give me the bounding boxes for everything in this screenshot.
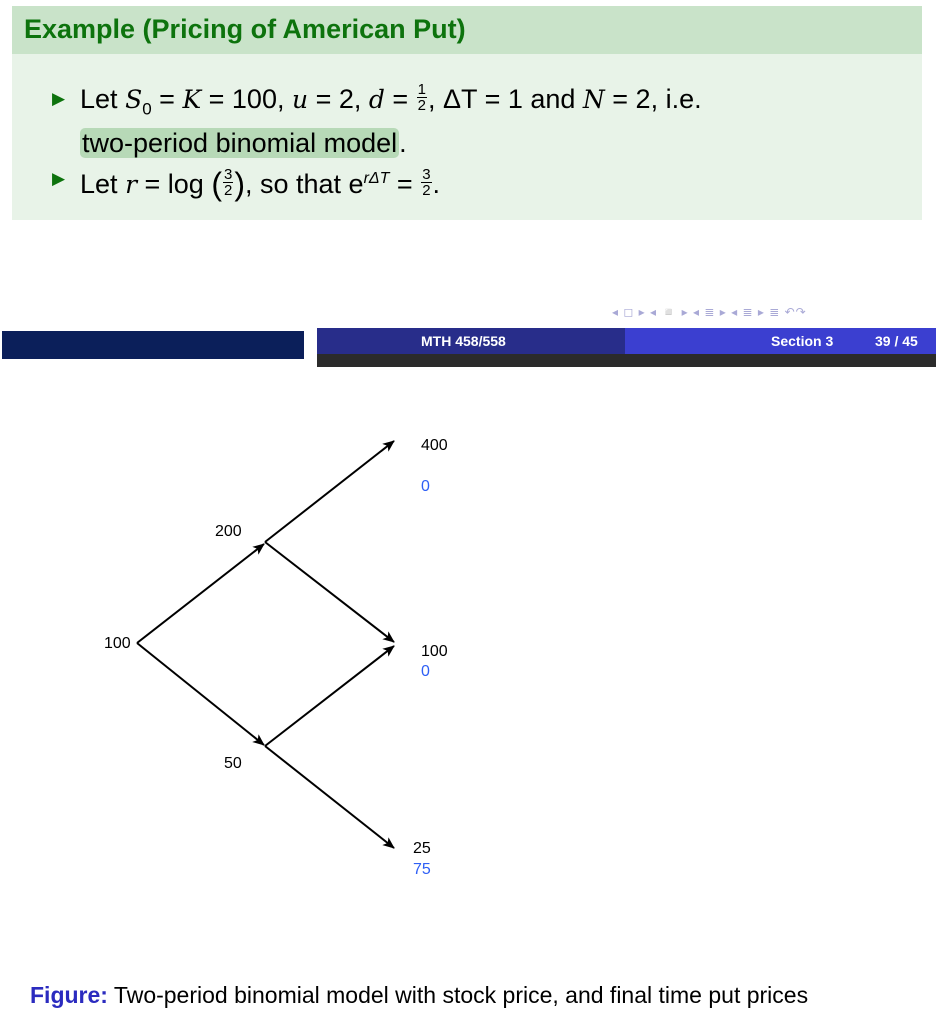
highlighted-phrase: two-period binomial model xyxy=(82,128,398,159)
footer-left-bar xyxy=(2,331,304,359)
node-ud-put: 0 xyxy=(421,663,430,680)
node-uu-price: 400 xyxy=(421,437,448,454)
footer-page-number: 39 / 45 xyxy=(875,333,918,349)
figure-label: Figure: xyxy=(30,982,108,1008)
footer-course: MTH 458/558 xyxy=(421,333,506,349)
node-dd-price: 25 xyxy=(413,840,431,857)
example-block xyxy=(12,6,922,220)
edge-up-mid xyxy=(265,542,394,642)
beamer-navigation-icons[interactable]: ◂ ◻ ▸ ◂ ◽ ▸ ◂ ≣ ▸ ◂ ≣ ▸ ≣ ↶↷ xyxy=(612,305,807,319)
bullet-triangle-icon: ▶ xyxy=(52,89,66,108)
figure-caption xyxy=(30,982,808,1009)
figure-caption-text: Two-period binomial model with stock price, and final time put prices xyxy=(107,982,809,1008)
edge-up-upup xyxy=(265,441,394,542)
fraction-three-halves: $\frac{3}{2}$ xyxy=(223,166,233,200)
node-up-price: 200 xyxy=(215,523,242,540)
node-down-price: 50 xyxy=(224,755,242,772)
footer-dark-strip xyxy=(317,354,936,367)
block-title-bar xyxy=(12,6,922,54)
block-body: ▶ Let $S_0 = K = 100$, u = 2, d = $\frac{1}{2}$ , ΔT = 1 and N = 2, i.e. two-period binomial model. ▶ Let r = log ( $\frac{3}{2}$ ), so that $e^{r\Delta T}$ = $\frac{3}{2}$ . xyxy=(12,54,922,220)
bullet-triangle-icon: ▶ xyxy=(52,169,66,188)
fraction-three-halves-2: $\frac{3}{2}$ xyxy=(422,166,431,200)
node-dd-put: 75 xyxy=(413,861,431,878)
footer-section: Section 3 xyxy=(771,333,834,349)
edge-down-mid xyxy=(265,646,394,746)
footer-course-bar xyxy=(317,328,625,354)
node-ud-price: 100 xyxy=(421,643,448,660)
fraction-one-half: $\frac{1}{2}$ xyxy=(417,81,427,115)
footer-section-bar xyxy=(625,328,936,354)
block-title: Example (Pricing of American Put) xyxy=(24,14,466,44)
edge-root-up xyxy=(137,544,264,643)
edge-down-downdown xyxy=(265,746,394,848)
node-uu-put: 0 xyxy=(421,478,430,495)
edge-root-down xyxy=(137,643,264,745)
node-root-price: 100 xyxy=(104,635,131,652)
